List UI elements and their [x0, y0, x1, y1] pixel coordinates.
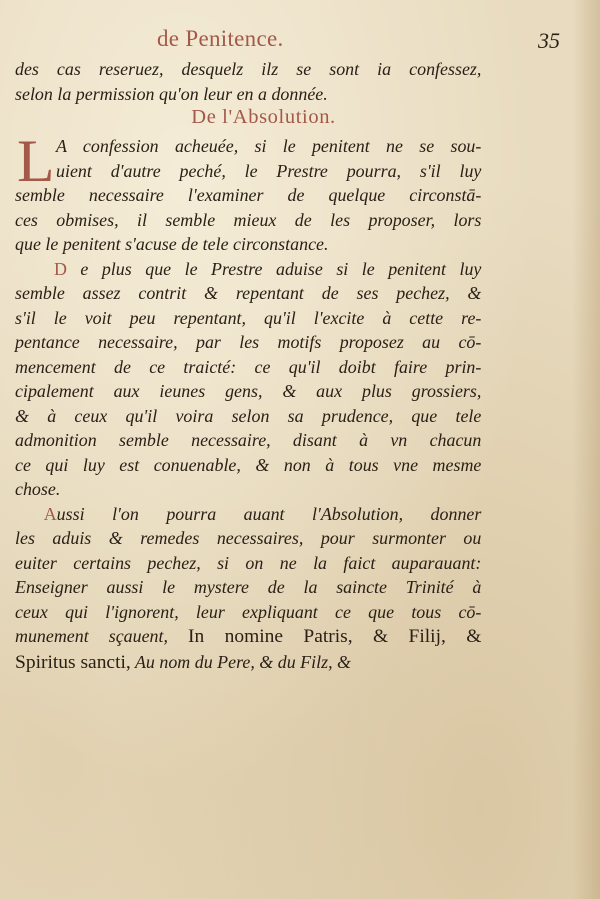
latin-formula: In nomine Patris, & Filij, &: [188, 626, 482, 647]
text-line: selon la permission qu'on leur en a donnée.: [15, 83, 328, 104]
text-line: uient d'autre peché, le Prestre pourra, s'il luy: [56, 160, 482, 181]
text-line: chose.: [15, 479, 61, 499]
text-line: & à ceux qu'il voira selon sa prudence, que tele: [15, 405, 482, 426]
drop-cap: L: [17, 128, 55, 194]
page-edge-shadow: [572, 0, 600, 899]
text-line: euiter certains pechez, si on ne la faict auparauant:: [15, 552, 482, 573]
text-line: que le penitent s'acuse de tele circonstance.: [15, 234, 329, 254]
page-number: 35: [538, 28, 560, 53]
text-line: semble assez contrit & repentant de ses pechez, &: [15, 283, 482, 303]
text-line: A confession acheuée, si le penitent ne se sou-: [56, 136, 482, 156]
text-fragment: Au nom du Pere, & du Filz, &: [134, 651, 352, 672]
text-line: ce qui luy est conuenable, & non à tous vne mesme: [15, 454, 482, 475]
text-line: mencement de ce traicté: ce qu'il doibt faire prin-: [15, 356, 482, 377]
text-line: cipalement aux ieunes gens, & aux plus grossiers,: [15, 381, 482, 401]
running-head: de Penitence.: [157, 26, 284, 51]
paragraph-confession: [15, 128, 482, 257]
text-fragment: ussi l'on pourra auant l'Absolution, donner: [56, 503, 482, 524]
text-line: s'il le voit peu repentant, qu'il l'excite à cette re-: [15, 307, 482, 328]
body-text: [15, 57, 481, 675]
text-line: admonition semble necessaire, disant à vn chacun: [15, 430, 482, 450]
paragraph-absolution: [15, 502, 481, 676]
section-title: De l'Absolution.: [191, 106, 336, 128]
text-line: des cas reseruez, desquelz ilz se sont ia confessez,: [15, 59, 482, 79]
paragraph-contrition: [15, 257, 481, 502]
text-line: Enseigner aussi le mystere de la saincte Trinité à: [15, 577, 482, 597]
page-header: [0, 24, 600, 56]
text-fragment: e plus que le Prestre aduise si le penitent luy: [80, 258, 482, 279]
paragraph-initial: A: [43, 503, 57, 524]
text-line: pentance necessaire, par les motifs proposez au cō-: [15, 332, 482, 352]
latin-formula: Spiritus sancti,: [15, 651, 131, 673]
text-line: ceux qui l'ignorent, leur expliquant ce que tous cō-: [15, 601, 482, 622]
text-line: [15, 650, 481, 676]
text-line: [15, 624, 481, 650]
text-line: semble necessaire l'examiner de quelque circonstā-: [15, 185, 482, 205]
text-fragment: munement sçauent,: [15, 626, 168, 646]
text-line: [15, 257, 481, 282]
text-line: [15, 502, 481, 527]
paragraph-initial: D: [53, 258, 67, 279]
text-line: ces obmises, il semble mieux de les proposer, lors: [15, 209, 482, 230]
text-line: les aduis & remedes necessaires, pour surmonter ou: [15, 528, 482, 548]
